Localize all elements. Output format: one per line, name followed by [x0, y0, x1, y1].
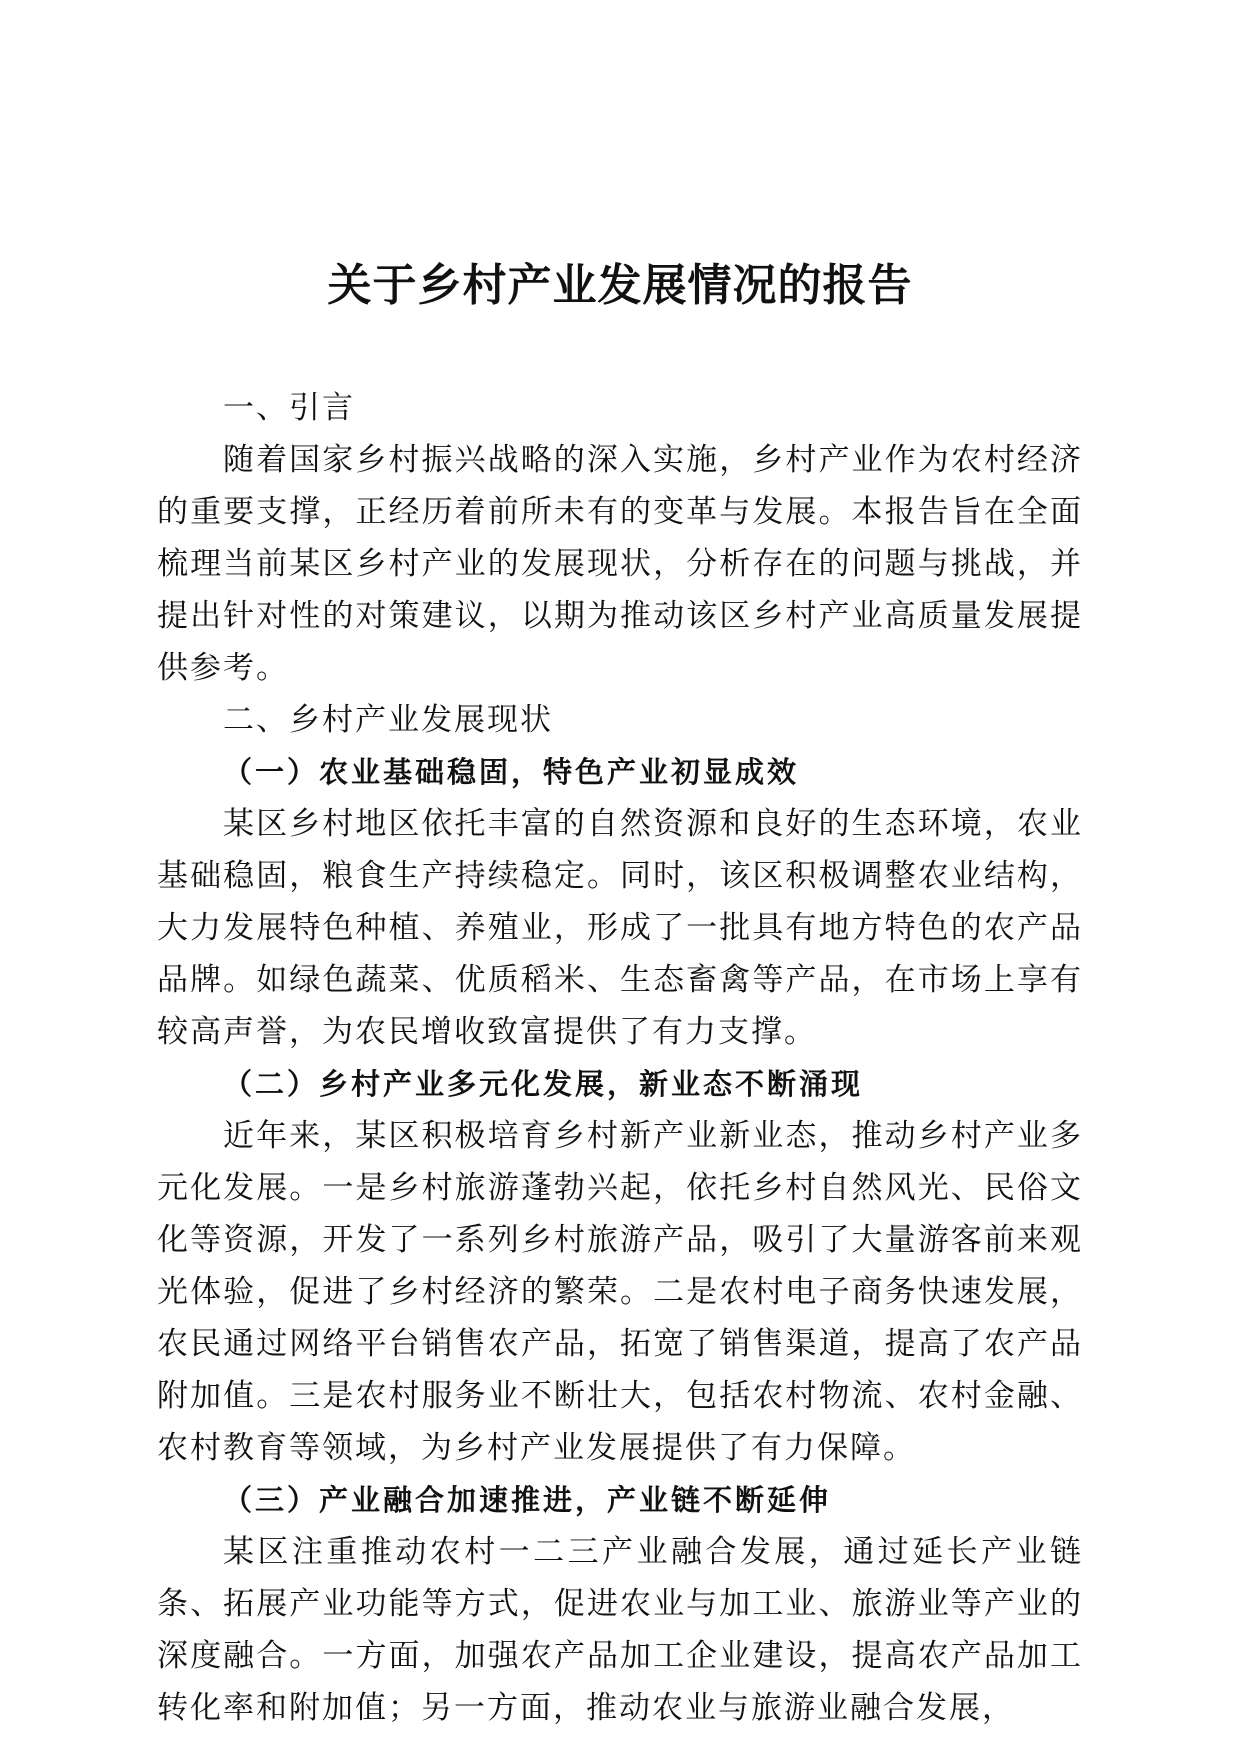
document-body [157, 382, 1083, 1734]
paragraph-diversification: 近年来，某区积极培育乡村新产业新业态，推动乡村产业多元化发展。一是乡村旅游蓬勃兴起，依托乡村自然风光、民俗文化等资源，开发了一系列乡村旅游产品，吸引了大量游客前来观光体验，促进了乡村经济的繁荣。二是农村电子商务快速发展，农民通过网络平台销售农产品，拓宽了销售渠道，提高了农产品附加值。三是农村服务业不断壮大，包括农村物流、农村金融、农村教育等领域，为乡村产业发展提供了有力保障。 [157, 1118, 1083, 1466]
paragraph-intro: 随着国家乡村振兴战略的深入实施，乡村产业作为农村经济的重要支撑，正经历着前所未有的变革与发展。本报告旨在全面梳理当前某区乡村产业的发展现状，分析存在的问题与挑战，并提出针对性的对策建议，以期为推动该区乡村产业高质量发展提供参考。 [157, 442, 1083, 686]
subsection-heading-3: （三）产业融合加速推进，产业链不断延伸 [223, 1483, 832, 1517]
section-heading-intro: 一、引言 [223, 390, 355, 426]
document-page [157, 0, 1083, 1754]
document-title: 关于乡村产业发展情况的报告 [327, 260, 913, 311]
subsection-heading-1: （一）农业基础稳固，特色产业初显成效 [223, 755, 800, 789]
paragraph-integration: 某区注重推动农村一二三产业融合发展，通过延长产业链条、拓展产业功能等方式，促进农业与加工业、旅游业等产业的深度融合。一方面，加强农产品加工企业建设，提高农产品加工转化率和附加值；另一方面，推动农业与旅游业融合发展， [157, 1534, 1083, 1726]
paragraph-agriculture: 某区乡村地区依托丰富的自然资源和良好的生态环境，农业基础稳固，粮食生产持续稳定。同时，该区积极调整农业结构，大力发展特色种植、养殖业，形成了一批具有地方特色的农产品品牌。如绿色蔬菜、优质稻米、生态畜禽等产品，在市场上享有较高声誉，为农民增收致富提供了有力支撑。 [157, 806, 1083, 1050]
subsection-heading-2: （二）乡村产业多元化发展，新业态不断涌现 [223, 1067, 864, 1101]
section-heading-status: 二、乡村产业发展现状 [223, 702, 553, 738]
